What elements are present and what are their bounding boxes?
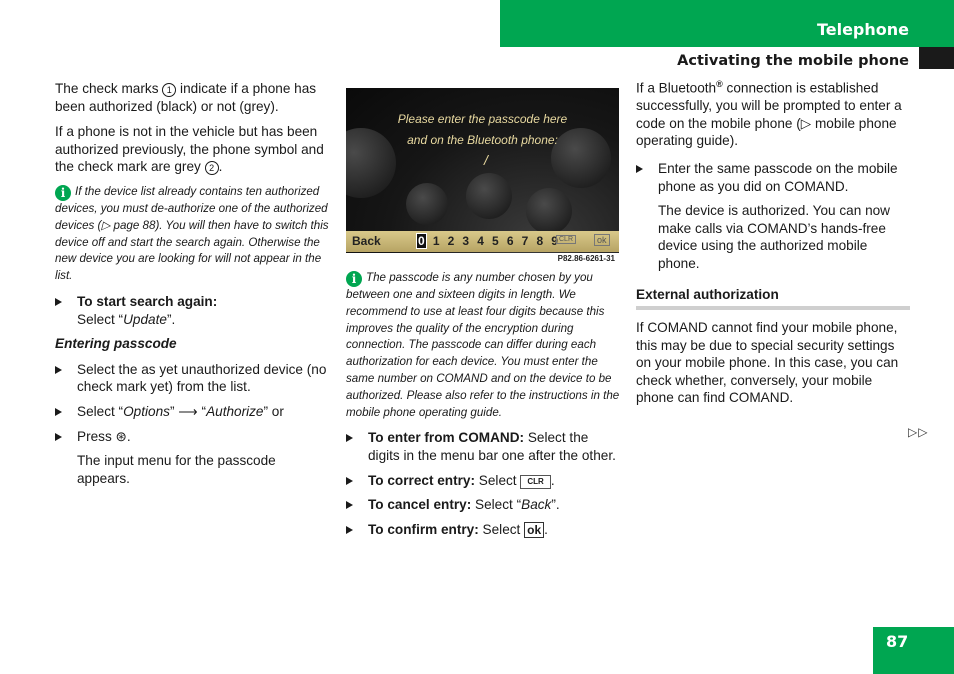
bullet-arrow-icon (55, 298, 62, 306)
clr-key-icon: CLR (520, 475, 550, 489)
section-title: Telephone (816, 20, 909, 39)
comand-screen-image (346, 88, 619, 265)
screen-clr-item: CLR (556, 235, 576, 244)
column-middle (346, 270, 621, 545)
column-left (55, 80, 330, 487)
info-note: i If the device list already contains ten authorized devices, you must de-authorize one of the authorized devices (▷ page 88). You will then have to switch this device off and start the search again. Otherwise the new device you are looking for will not appear in the list. (55, 184, 329, 283)
subheading-entering-passcode: Entering passcode (55, 336, 177, 352)
screen-menu-bar (346, 231, 619, 252)
page-number-box (873, 627, 954, 674)
ok-key-icon: ok (524, 522, 544, 538)
keypad-button-graphic (466, 173, 512, 219)
controller-press-icon: ⊛ (115, 428, 127, 444)
callout-2: 2 (205, 161, 219, 175)
list-item: Press ⊛. (55, 428, 330, 446)
result-text: The device is authorized. You can now make calls via COMAND’s hands-free device using the authorized mobile phone. (658, 203, 891, 271)
list-item: To confirm entry: Select ok . (346, 521, 621, 539)
screen-digit-row: 0 1 2 3 4 5 6 7 8 9 (418, 234, 561, 248)
callout-1: 1 (162, 83, 176, 97)
list-item: Select the as yet unauthorized device (no check mark yet) from the list. (55, 361, 330, 396)
screen-prompt-line2: and on the Bluetooth phone: (407, 133, 558, 147)
result-text: The input menu for the passcode appears. (77, 453, 276, 486)
info-icon: i (55, 185, 71, 201)
column-right (636, 76, 910, 407)
image-reference-code: P82.86-6261-31 (346, 253, 619, 265)
thumb-tab (919, 47, 954, 69)
screen-cursor: / (484, 152, 488, 168)
list-item: To enter from COMAND: Select the digits in the menu bar one after the other. (346, 429, 621, 464)
bullet-arrow-icon (636, 165, 643, 173)
list-item: To start search again: Select “Update”. (55, 293, 330, 328)
screen-ok-item: ok (594, 234, 610, 246)
bullet-arrow-icon (346, 477, 353, 485)
paragraph-bluetooth: If a Bluetooth® connection is established successfully, you will be prompted to enter a code on the mobile phone (▷ mobile phone operating guide). (636, 79, 902, 149)
bullet-arrow-icon (346, 434, 353, 442)
paragraph-check-marks: The check marks 1 indicate if a phone has been authorized (black) or not (grey). (55, 81, 317, 114)
info-note-passcode: i The passcode is any number chosen by you between one and sixteen digits in length. We recommend to use at least four digits because this improves the quality of the encryption during connection. The passcode can differ during each authorization for each device. You must enter the same number on COMAND and on the device to be authorized. Please also refer to the instructions in the mobile phone operating guide. (346, 271, 620, 419)
continued-icon: ▷▷ (908, 425, 929, 439)
keypad-button-graphic (406, 183, 448, 225)
list-item: Select “Options” ⟶ “Authorize” or (55, 403, 330, 421)
bullet-arrow-icon (55, 433, 62, 441)
keypad-button-graphic (526, 188, 572, 234)
paragraph-grey-symbol: If a phone is not in the vehicle but has been authorized previously, the phone symbol and the check mark are grey 2 . (55, 124, 324, 175)
bullet-arrow-icon (55, 408, 62, 416)
bullet-arrow-icon (55, 366, 62, 374)
screen-back-item: Back (352, 234, 381, 248)
subsection-title: Activating the mobile phone (677, 53, 909, 69)
page-number: 87 (886, 632, 909, 651)
list-item: Enter the same passcode on the mobile phone as you did on COMAND. (636, 160, 910, 195)
list-item: To cancel entry: Select “Back”. (346, 496, 621, 514)
bullet-arrow-icon (346, 526, 353, 534)
screen-prompt-line1: Please enter the passcode here (397, 112, 568, 126)
list-item: To correct entry: Select CLR . (346, 472, 621, 490)
heading-external-authorization: External authorization (636, 286, 910, 310)
bullet-arrow-icon (346, 501, 353, 509)
info-icon: i (346, 271, 362, 287)
paragraph-external-authorization: If COMAND cannot find your mobile phone, this may be due to special security settings on your mobile phone. In this case, you can check whether, conversely, your mobile phone can find COMAND. (636, 320, 899, 406)
